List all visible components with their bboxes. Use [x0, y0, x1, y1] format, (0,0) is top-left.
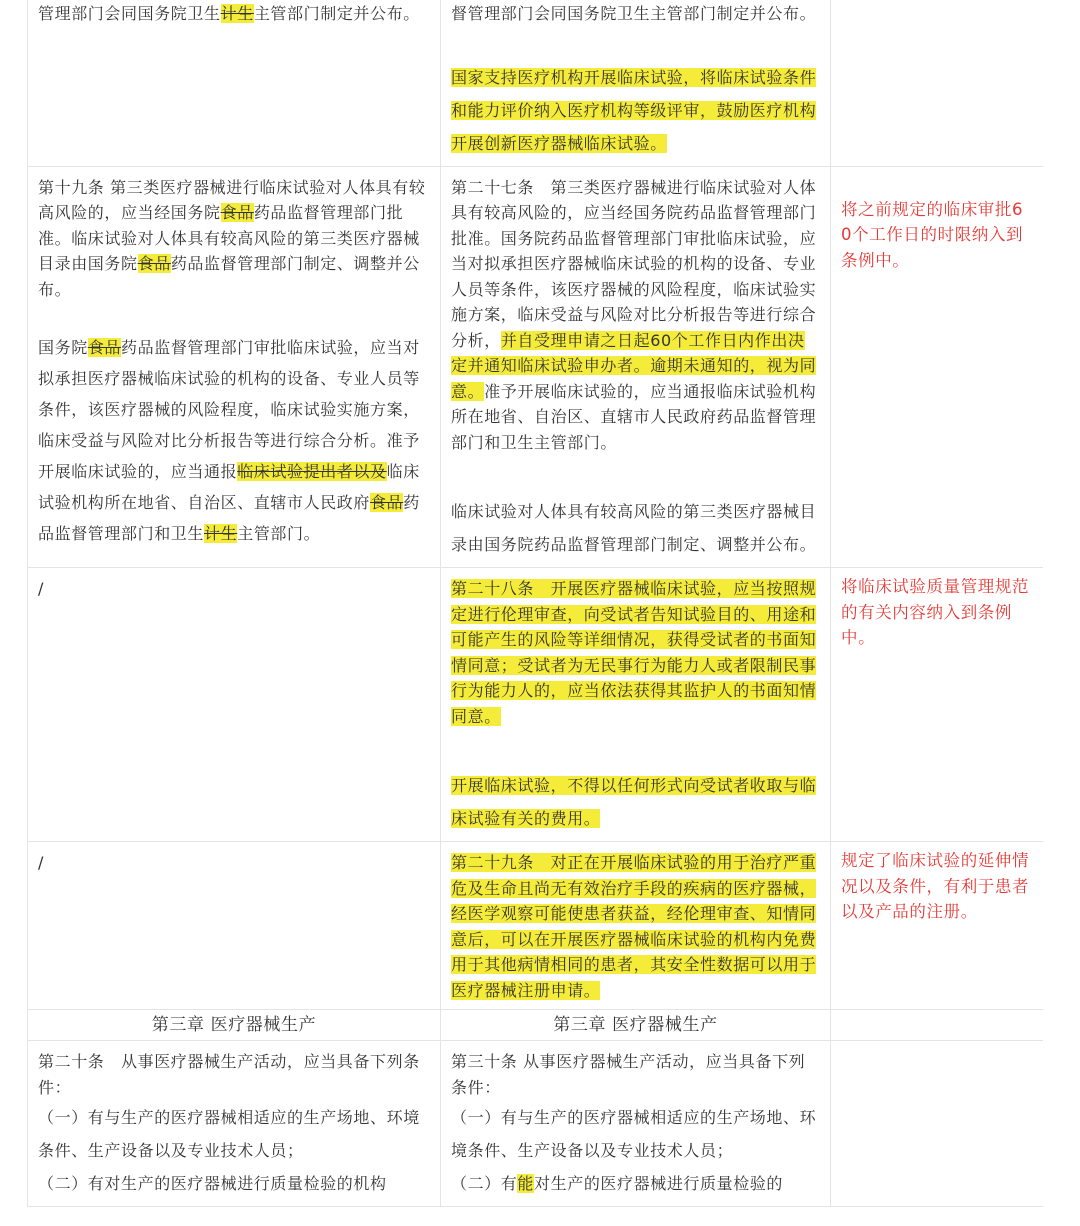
old-paragraph: （二）有对生产的医疗器械进行质量检验的机构 — [38, 1174, 387, 1193]
note-cell — [831, 0, 1044, 166]
deleted-text: 计生 — [204, 524, 238, 543]
deleted-text: 食品 — [87, 338, 122, 357]
old-paragraph: 第二十条 从事医疗器械生产活动，应当具备下列条件： — [38, 1052, 420, 1097]
new-paragraph-highlighted — [451, 769, 820, 835]
note-cell — [831, 166, 1044, 568]
highlighted-text: 第二十八条 开展医疗器械临床试验，应当按照规定进行伦理审查，向受试者告知试验目的、用途和可能产生的风险等详细情况，获得受试者的书面知情同意；受试者为无民事行为能力人或者限制民事行为能力人的，应当依法获得其监护人的书面知情同意。 — [451, 579, 817, 726]
new-text-cell — [441, 568, 831, 842]
text-segment: 临床试验机构所在地省、自治区、直辖市人民政府 — [38, 462, 420, 512]
deleted-text: 食品 — [370, 493, 404, 512]
note-text: 将之前规定的临床审批60个工作日的时限纳入到条例中。 — [841, 199, 1024, 270]
new-paragraph — [451, 1167, 820, 1200]
table-row — [28, 0, 1044, 166]
table-row — [28, 166, 1044, 568]
text-segment: 药品监督管理部门和卫生 — [38, 493, 420, 543]
chapter-heading-new: 第三章 医疗器械生产 — [441, 1010, 831, 1041]
new-text-cell — [441, 166, 831, 568]
new-paragraph-highlighted — [451, 61, 820, 160]
new-text-cell — [441, 1041, 831, 1207]
highlighted-text: 第二十九条 对正在开展临床试验的用于治疗严重危及生命且尚无有效治疗手段的疾病的医疗器械，经医学观察可能使患者获益，经伦理审查、知情同意后，可以在开展医疗器械临床试验的机构内免费用于其他病情相同的患者，其安全性数据可以用于医疗器械注册申请。 — [451, 853, 817, 1000]
deleted-text: 临床试验提出者以及 — [237, 462, 387, 481]
new-paragraph-highlighted — [451, 850, 820, 1003]
text-segment: 对生产的医疗器械进行质量检验的 — [534, 1174, 784, 1193]
old-text-cell: / — [28, 568, 441, 842]
deleted-text: 食品 — [137, 254, 171, 273]
old-text-cell — [28, 1041, 441, 1207]
note-cell: 将临床试验质量管理规范的有关内容纳入到条例中。 — [831, 568, 1044, 842]
note-cell: 规定了临床试验的延伸情况以及条件，有利于患者以及产品的注册。 — [831, 842, 1044, 1010]
old-paragraph — [38, 1, 430, 27]
old-paragraph — [38, 332, 430, 549]
text-segment: 药品监督管理部门批准。临床试验对人体具有较高风险的第三类医疗器械目录由国务院 — [38, 203, 420, 273]
old-text-cell: / — [28, 842, 441, 1010]
text-segment: 药品监督管理部门制定、调整并公布。 — [38, 254, 420, 299]
new-paragraph — [451, 1, 820, 27]
new-paragraph — [451, 495, 820, 561]
text-segment: 主管部门。 — [237, 524, 321, 543]
text-segment: 第二十七条 第三类医疗器械进行临床试验对人体具有较高风险的，应当经国务院药品监督管理部门批准。国务院药品监督管理部门审批临床试验，应当对拟承担医疗器械临床试验的机构的设备、专业人员等条件，该医疗器械的风险程度，临床试验实施方案，临床受益与风险对比分析报告等进行综合分析， — [451, 177, 817, 350]
highlighted-text: 国家支持医疗机构开展临床试验，将临床试验条件和能力评价纳入医疗机构等级评审，鼓励医疗机构开展创新医疗器械临床试验。 — [451, 67, 817, 153]
old-paragraph — [38, 175, 430, 303]
old-text-cell — [28, 166, 441, 568]
table-row — [28, 842, 1044, 1010]
new-paragraph-highlighted — [451, 576, 820, 729]
table-row — [28, 568, 1044, 842]
note-cell — [831, 1041, 1044, 1207]
chapter-row — [28, 1010, 1044, 1041]
highlighted-text: 并自受理申请之日起60个工作日内作出决定并通知临床试验申办者。逾期未通知的，视为同意。 — [451, 330, 817, 401]
text-segment: 药品监督管理部门审批临床试验，应当对拟承担医疗器械临床试验的机构的设备、专业人员等条件，该医疗器械的风险程度，临床试验实施方案，临床受益与风险对比分析报告等进行综合分析。准予开展临床试验的，应当通报 — [38, 338, 420, 481]
new-paragraph — [451, 175, 820, 456]
chapter-heading-old: 第三章 医疗器械生产 — [28, 1010, 441, 1041]
text-segment: （二）有 — [451, 1174, 518, 1193]
regulation-comparison-table — [27, 0, 1043, 1207]
new-text-cell — [441, 0, 831, 166]
table-row — [28, 1041, 1044, 1207]
text-segment: 主管部门制定并公布。 — [253, 4, 420, 23]
new-paragraph: （一）有与生产的医疗器械相适应的生产场地、环境条件、生产设备以及专业技术人员； — [451, 1108, 817, 1160]
highlighted-text: 开展临床试验，不得以任何形式向受试者收取与临床试验有关的费用。 — [451, 776, 817, 828]
note-cell — [831, 1010, 1044, 1041]
text-segment: 督管理部门会同国务院卫生主管部门制定并公布。 — [451, 4, 817, 23]
old-text-cell — [28, 0, 441, 166]
old-paragraph: （一）有与生产的医疗器械相适应的生产场地、环境条件、生产设备以及专业技术人员； — [38, 1108, 420, 1160]
new-paragraph: 第三十条 从事医疗器械生产活动，应当具备下列条件： — [451, 1052, 806, 1097]
text-segment: 管理部门会同国务院卫生 — [38, 4, 221, 23]
highlighted-text: 能 — [517, 1174, 535, 1193]
deleted-text: 计生 — [220, 4, 254, 23]
text-segment: 准予开展临床试验的，应当通报临床试验机构所在地省、自治区、直辖市人民政府药品监督管理部门和卫生主管部门。 — [451, 381, 817, 452]
deleted-text: 食品 — [220, 203, 254, 222]
text-segment: 国务院 — [38, 338, 88, 357]
text-segment: 第十九条 第三类医疗器械进行临床试验对人体具有较高风险的，应当经国务院 — [38, 177, 426, 222]
text-segment: 临床试验对人体具有较高风险的第三类医疗器械目录由国务院药品监督管理部门制定、调整并公布。 — [451, 502, 817, 554]
new-text-cell — [441, 842, 831, 1010]
comparison-table-page — [27, 0, 1043, 1226]
